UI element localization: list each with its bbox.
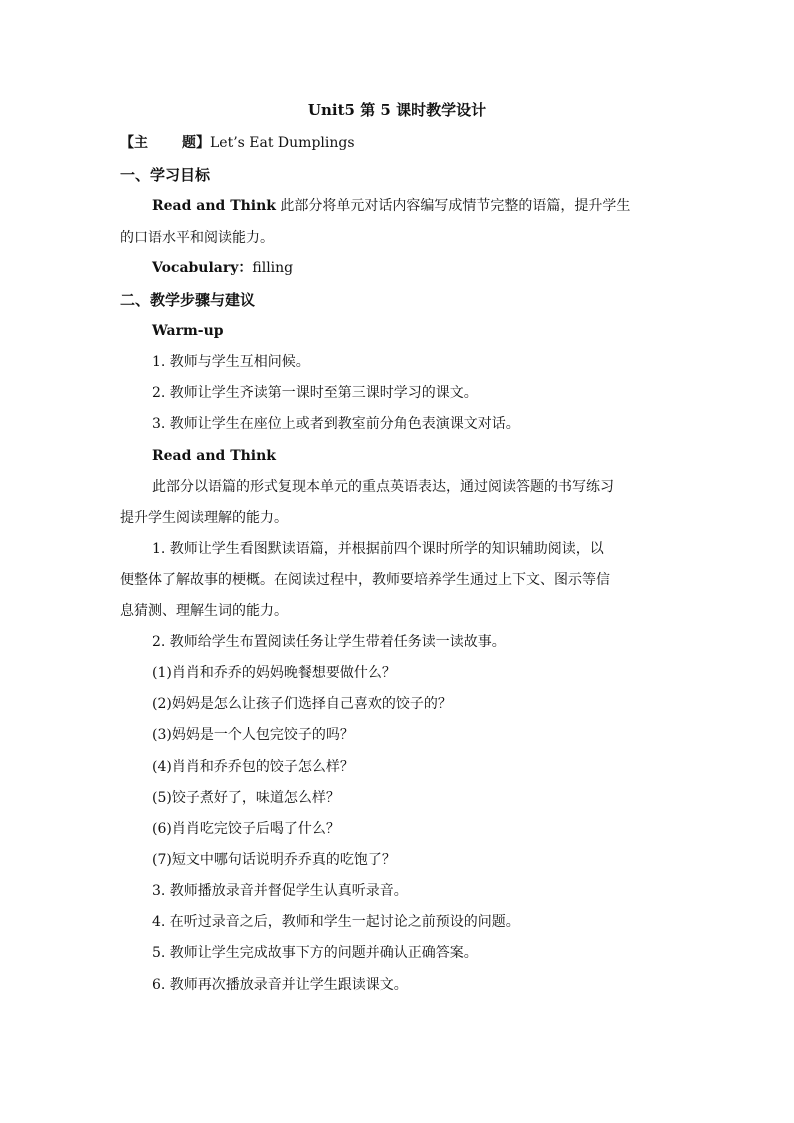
question-item: (3)妈妈是一个人包完饺子的吗？ <box>152 727 354 743</box>
step1-line-2: 便整体了解故事的梗概。在阅读过程中，教师要培养学生通过上下文、图示等信 <box>120 572 610 588</box>
question-item: (6)肖肖吃完饺子后喝了什么？ <box>152 821 340 837</box>
list-item: 4. 在听过录音之后，教师和学生一起讨论之前预设的问题。 <box>152 914 520 930</box>
objective-line-1 <box>152 196 630 216</box>
warmup-heading: Warm-up <box>152 323 224 339</box>
step1-line-3: 息猜测、理解生词的能力。 <box>120 603 288 619</box>
read-think-intro-2: 提升学生阅读理解的能力。 <box>120 510 288 526</box>
question-item: (4)肖肖和乔乔包的饺子怎么样？ <box>152 759 354 775</box>
subject-label-close: 题】 <box>182 135 210 151</box>
question-item: (5)饺子煮好了，味道怎么样？ <box>152 790 340 806</box>
question-item: (1)肖肖和乔乔的妈妈晚餐想要做什么？ <box>152 665 396 681</box>
subject-value: Let’s Eat Dumplings <box>210 135 355 151</box>
vocabulary-line <box>152 258 293 278</box>
section-heading-objectives: 一、学习目标 <box>120 166 211 184</box>
question-item: (2)妈妈是怎么让孩子们选择自己喜欢的饺子的？ <box>152 696 452 712</box>
vocabulary-value: filling <box>252 260 294 276</box>
section-heading-steps: 二、教学步骤与建议 <box>120 291 256 309</box>
list-item: 3. 教师播放录音并督促学生认真听录音。 <box>152 883 408 899</box>
question-item: (7)短文中哪句话说明乔乔真的吃饱了？ <box>152 852 396 868</box>
read-think-heading: Read and Think <box>152 448 276 464</box>
subject-label-open: 【主 <box>120 135 148 151</box>
objective-line-2: 的口语水平和阅读能力。 <box>120 230 274 246</box>
step2-line: 2. 教师给学生布置阅读任务让学生带着任务读一读故事。 <box>152 634 506 650</box>
read-think-intro-1: 此部分以语篇的形式复现本单元的重点英语表达，通过阅读答题的书写练习 <box>152 479 614 495</box>
objective-text-1: 此部分将单元对话内容编写成情节完整的语篇，提升学生 <box>275 198 631 214</box>
page-title: Unit5 第 5 课时教学设计 <box>307 101 487 119</box>
step1-line-1: 1. 教师让学生看图默读语篇，并根据前四个课时所学的知识辅助阅读，以 <box>152 541 604 557</box>
subject-line <box>120 133 355 153</box>
list-item: 6. 教师再次播放录音并让学生跟读课文。 <box>152 977 408 993</box>
list-item: 2. 教师让学生齐读第一课时至第三课时学习的课文。 <box>152 385 478 401</box>
list-item: 1. 教师与学生互相问候。 <box>152 354 310 370</box>
list-item: 3. 教师让学生在座位上或者到教室前分角色表演课文对话。 <box>152 416 520 432</box>
list-item: 5. 教师让学生完成故事下方的问题并确认正确答案。 <box>152 945 478 961</box>
vocabulary-label: Vocabulary： <box>152 260 253 276</box>
read-think-label: Read and Think <box>152 198 276 214</box>
